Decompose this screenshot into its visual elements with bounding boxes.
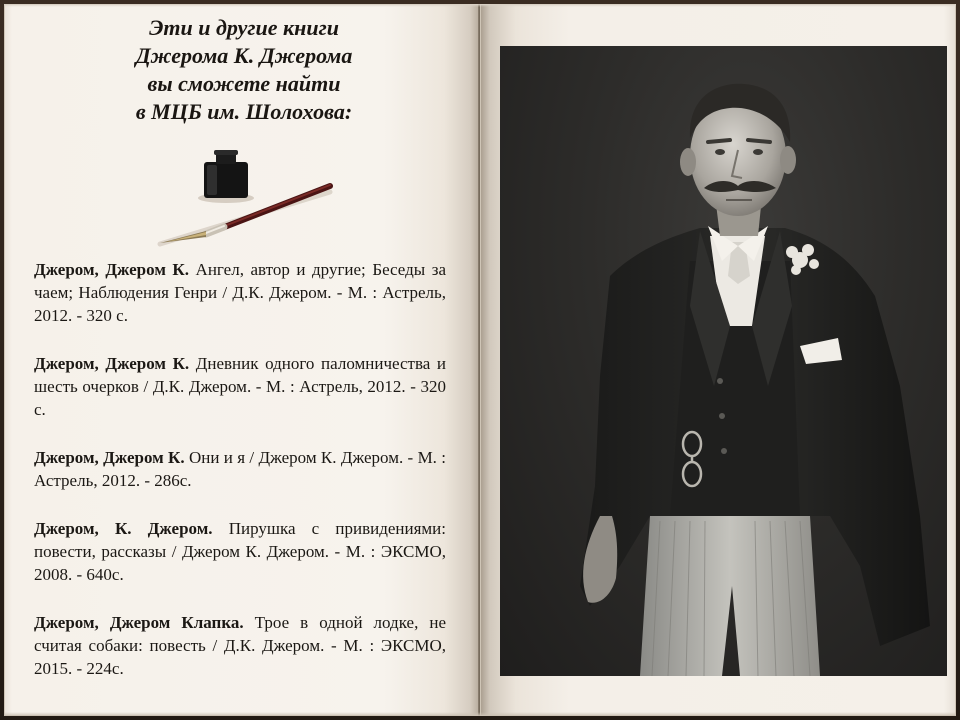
right-page: [480, 4, 956, 716]
book-entry: [34, 258, 446, 327]
heading-line-4: в МЦБ им. Шолохова:: [135, 99, 353, 124]
book-entry: [34, 611, 446, 680]
book-description: Дневник одного паломничества и шесть очерков / Д.К. Джером. - М. : Астрель, 2012. - 320 с.: [34, 354, 447, 419]
author-portrait: [500, 46, 947, 676]
page-edge: [4, 4, 956, 7]
open-book: [4, 4, 956, 716]
book-entry: [34, 517, 446, 586]
book-author: Джером, Джером К.: [34, 448, 185, 467]
inkwell-pen-icon: [152, 148, 342, 248]
heading-line-3: вы сможете найти: [147, 71, 341, 96]
page-heading: [74, 14, 414, 126]
book-list: [34, 258, 446, 705]
book-entry: [34, 446, 446, 492]
book-author: Джером, Джером К.: [34, 260, 190, 279]
book-description: Ангел, автор и другие; Беседы за чаем; Наблюдения Генри / Д.К. Джером. - М. : Астрель, 2012. - 320 с.: [34, 260, 446, 325]
book-description: Они и я / Джером К. Джером. - М. : Астрель, 2012. - 286с.: [34, 448, 446, 490]
book-author: Джером, Джером К.: [34, 354, 190, 373]
book-author: Джером, Джером Клапка.: [34, 613, 244, 632]
book-description: Пирушка с привидениями: повести, рассказы / Джером К. Джером. - М. : ЭКСМО, 2008. - 640с.: [34, 519, 446, 584]
heading-line-2: Джерома К. Джерома: [135, 43, 353, 68]
heading-line-1: Эти и другие книги: [149, 15, 339, 40]
book-entry: [34, 352, 446, 421]
book-description: Трое в одной лодке, не считая собаки: повесть / Д.К. Джером. - М. : ЭКСМО, 2015. - 224с.: [34, 613, 446, 678]
page-edge: [4, 712, 956, 716]
book-author: Джером, К. Джером.: [34, 519, 213, 538]
left-page: [4, 4, 480, 716]
